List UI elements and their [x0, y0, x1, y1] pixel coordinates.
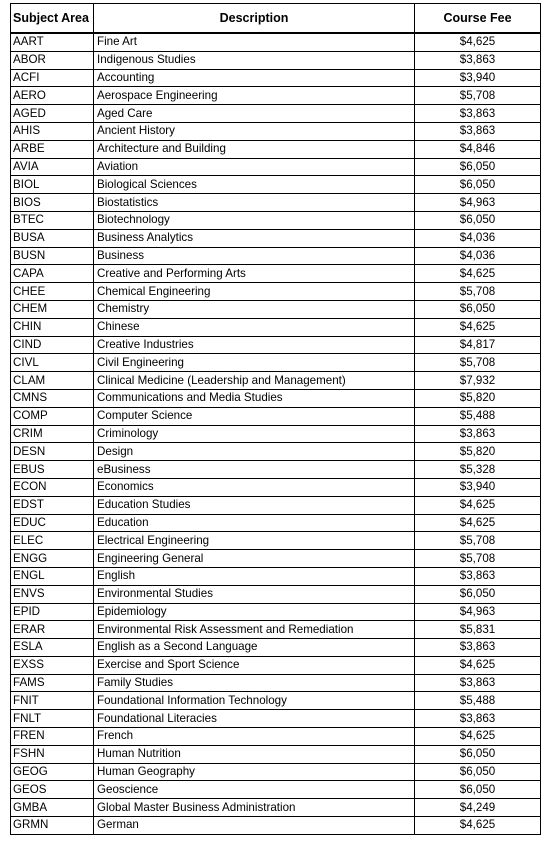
subject-code-cell: AERO [11, 87, 94, 105]
course-fee-cell: $4,625 [415, 514, 541, 532]
table-row [11, 69, 541, 87]
description-cell: Architecture and Building [94, 140, 415, 158]
subject-code-cell: CHIN [11, 318, 94, 336]
description-cell: Creative and Performing Arts [94, 265, 415, 283]
description-cell: Chemistry [94, 300, 415, 318]
course-fee-header: Course Fee [415, 4, 541, 34]
course-fee-cell: $6,050 [415, 745, 541, 763]
subject-code-cell: AGED [11, 105, 94, 123]
description-cell: Education Studies [94, 496, 415, 514]
subject-code-cell: BUSN [11, 247, 94, 265]
table-row [11, 550, 541, 568]
table-row [11, 621, 541, 639]
table-row [11, 336, 541, 354]
description-cell: Global Master Business Administration [94, 799, 415, 817]
table-row [11, 656, 541, 674]
course-fee-cell: $4,036 [415, 247, 541, 265]
description-cell: Biological Sciences [94, 176, 415, 194]
description-cell: Human Geography [94, 763, 415, 781]
course-fee-cell: $3,863 [415, 425, 541, 443]
subject-code-cell: EDST [11, 496, 94, 514]
description-cell: Aged Care [94, 105, 415, 123]
course-fee-cell: $4,625 [415, 728, 541, 746]
subject-code-cell: ARBE [11, 140, 94, 158]
description-cell: German [94, 817, 415, 835]
table-row [11, 140, 541, 158]
subject-code-cell: FNIT [11, 692, 94, 710]
description-cell: Criminology [94, 425, 415, 443]
description-cell: Creative Industries [94, 336, 415, 354]
description-cell: Environmental Risk Assessment and Remediation [94, 621, 415, 639]
course-fee-cell: $4,817 [415, 336, 541, 354]
description-cell: Clinical Medicine (Leadership and Management) [94, 372, 415, 390]
table-header [11, 4, 541, 34]
subject-code-cell: BTEC [11, 211, 94, 229]
description-cell: Aerospace Engineering [94, 87, 415, 105]
description-cell: eBusiness [94, 461, 415, 479]
description-cell: Electrical Engineering [94, 532, 415, 550]
course-fee-cell: $5,708 [415, 283, 541, 301]
table-row [11, 763, 541, 781]
subject-code-cell: FSHN [11, 745, 94, 763]
course-fee-cell: $3,863 [415, 122, 541, 140]
course-fee-cell: $4,963 [415, 194, 541, 212]
course-fee-cell: $5,328 [415, 461, 541, 479]
description-cell: Foundational Information Technology [94, 692, 415, 710]
description-cell: Education [94, 514, 415, 532]
description-cell: Epidemiology [94, 603, 415, 621]
table-body [11, 33, 541, 834]
course-fee-cell: $4,625 [415, 496, 541, 514]
description-cell: Chinese [94, 318, 415, 336]
description-cell: Indigenous Studies [94, 51, 415, 69]
description-cell: Communications and Media Studies [94, 389, 415, 407]
subject-code-cell: CAPA [11, 265, 94, 283]
table-row [11, 781, 541, 799]
subject-code-cell: ELEC [11, 532, 94, 550]
course-fee-cell: $6,050 [415, 158, 541, 176]
course-fee-cell: $5,820 [415, 389, 541, 407]
table-row [11, 158, 541, 176]
description-cell: Foundational Literacies [94, 710, 415, 728]
description-cell: Computer Science [94, 407, 415, 425]
table-row [11, 514, 541, 532]
table-row [11, 389, 541, 407]
subject-code-cell: ENVS [11, 585, 94, 603]
course-fee-cell: $4,249 [415, 799, 541, 817]
course-fee-cell: $5,708 [415, 354, 541, 372]
course-fee-cell: $4,625 [415, 318, 541, 336]
course-fee-cell: $6,050 [415, 176, 541, 194]
table-row [11, 176, 541, 194]
subject-code-cell: CMNS [11, 389, 94, 407]
subject-code-cell: ENGL [11, 567, 94, 585]
course-fee-cell: $6,050 [415, 585, 541, 603]
description-cell: Accounting [94, 69, 415, 87]
subject-code-cell: CIVL [11, 354, 94, 372]
course-fee-cell: $4,846 [415, 140, 541, 158]
description-cell: Business Analytics [94, 229, 415, 247]
description-cell: Economics [94, 478, 415, 496]
table-row [11, 496, 541, 514]
description-cell: Exercise and Sport Science [94, 656, 415, 674]
table-row [11, 532, 541, 550]
course-fee-cell: $5,488 [415, 407, 541, 425]
description-cell: Business [94, 247, 415, 265]
subject-code-cell: FREN [11, 728, 94, 746]
subject-code-cell: CRIM [11, 425, 94, 443]
subject-code-cell: AVIA [11, 158, 94, 176]
course-fee-cell: $6,050 [415, 300, 541, 318]
subject-code-cell: BIOS [11, 194, 94, 212]
table-row [11, 33, 541, 51]
table-row [11, 710, 541, 728]
subject-code-cell: BUSA [11, 229, 94, 247]
course-fee-cell: $7,932 [415, 372, 541, 390]
course-fee-cell: $6,050 [415, 781, 541, 799]
table-row [11, 265, 541, 283]
subject-code-cell: CHEE [11, 283, 94, 301]
description-cell: Fine Art [94, 33, 415, 51]
course-fee-cell: $3,863 [415, 639, 541, 657]
course-fee-table [10, 3, 541, 835]
description-cell: Human Nutrition [94, 745, 415, 763]
table-row [11, 745, 541, 763]
description-cell: Environmental Studies [94, 585, 415, 603]
description-cell: Biostatistics [94, 194, 415, 212]
subject-code-cell: CLAM [11, 372, 94, 390]
description-cell: Biotechnology [94, 211, 415, 229]
table-row [11, 300, 541, 318]
course-fee-cell: $6,050 [415, 211, 541, 229]
table-row [11, 585, 541, 603]
course-fee-cell: $3,863 [415, 567, 541, 585]
subject-code-cell: COMP [11, 407, 94, 425]
description-cell: English as a Second Language [94, 639, 415, 657]
table-row [11, 692, 541, 710]
subject-code-cell: GRMN [11, 817, 94, 835]
description-cell: Geoscience [94, 781, 415, 799]
table-row [11, 799, 541, 817]
course-fee-cell: $4,625 [415, 33, 541, 51]
table-row [11, 283, 541, 301]
description-cell: French [94, 728, 415, 746]
subject-code-cell: AHIS [11, 122, 94, 140]
course-fee-cell: $4,963 [415, 603, 541, 621]
subject-code-cell: EBUS [11, 461, 94, 479]
subject-code-cell: GEOS [11, 781, 94, 799]
course-fee-cell: $6,050 [415, 763, 541, 781]
course-fee-cell: $5,831 [415, 621, 541, 639]
description-cell: English [94, 567, 415, 585]
course-fee-cell: $3,863 [415, 105, 541, 123]
subject-code-cell: EPID [11, 603, 94, 621]
description-cell: Chemical Engineering [94, 283, 415, 301]
subject-code-cell: BIOL [11, 176, 94, 194]
table-row [11, 51, 541, 69]
table-row [11, 211, 541, 229]
course-fee-cell: $4,036 [415, 229, 541, 247]
subject-code-cell: ABOR [11, 51, 94, 69]
subject-code-cell: FAMS [11, 674, 94, 692]
course-fee-cell: $5,708 [415, 87, 541, 105]
table-row [11, 229, 541, 247]
table-row [11, 817, 541, 835]
description-cell: Family Studies [94, 674, 415, 692]
table-row [11, 461, 541, 479]
table-row [11, 728, 541, 746]
subject-code-cell: CHEM [11, 300, 94, 318]
course-fee-cell: $4,625 [415, 817, 541, 835]
subject-code-cell: ACFI [11, 69, 94, 87]
description-cell: Civil Engineering [94, 354, 415, 372]
course-fee-cell: $4,625 [415, 656, 541, 674]
description-cell: Aviation [94, 158, 415, 176]
subject-code-cell: ERAR [11, 621, 94, 639]
table-row [11, 194, 541, 212]
course-fee-cell: $3,940 [415, 478, 541, 496]
subject-code-cell: ESLA [11, 639, 94, 657]
subject-code-cell: FNLT [11, 710, 94, 728]
table-row [11, 87, 541, 105]
subject-code-cell: CIND [11, 336, 94, 354]
table-row [11, 318, 541, 336]
table-row [11, 478, 541, 496]
subject-code-cell: EDUC [11, 514, 94, 532]
subject-code-cell: GMBA [11, 799, 94, 817]
description-cell: Ancient History [94, 122, 415, 140]
subject-code-cell: AART [11, 33, 94, 51]
description-cell: Design [94, 443, 415, 461]
table-row [11, 674, 541, 692]
description-header: Description [94, 4, 415, 34]
table-row [11, 567, 541, 585]
table-row [11, 247, 541, 265]
course-fee-cell: $3,863 [415, 710, 541, 728]
subject-code-cell: ENGG [11, 550, 94, 568]
subject-code-cell: GEOG [11, 763, 94, 781]
subject-code-cell: DESN [11, 443, 94, 461]
header-row [11, 4, 541, 34]
table-row [11, 354, 541, 372]
course-fee-cell: $3,863 [415, 674, 541, 692]
table-row [11, 105, 541, 123]
subject-code-cell: EXSS [11, 656, 94, 674]
table-row [11, 603, 541, 621]
table-row [11, 122, 541, 140]
course-fee-cell: $5,488 [415, 692, 541, 710]
course-fee-cell: $5,820 [415, 443, 541, 461]
course-fee-cell: $3,863 [415, 51, 541, 69]
course-fee-cell: $5,708 [415, 550, 541, 568]
table-row [11, 407, 541, 425]
table-row [11, 425, 541, 443]
subject-area-header: Subject Area [11, 4, 94, 34]
course-fee-cell: $4,625 [415, 265, 541, 283]
subject-code-cell: ECON [11, 478, 94, 496]
description-cell: Engineering General [94, 550, 415, 568]
course-fee-cell: $5,708 [415, 532, 541, 550]
table-row [11, 372, 541, 390]
course-fee-cell: $3,940 [415, 69, 541, 87]
table-row [11, 443, 541, 461]
table-row [11, 639, 541, 657]
